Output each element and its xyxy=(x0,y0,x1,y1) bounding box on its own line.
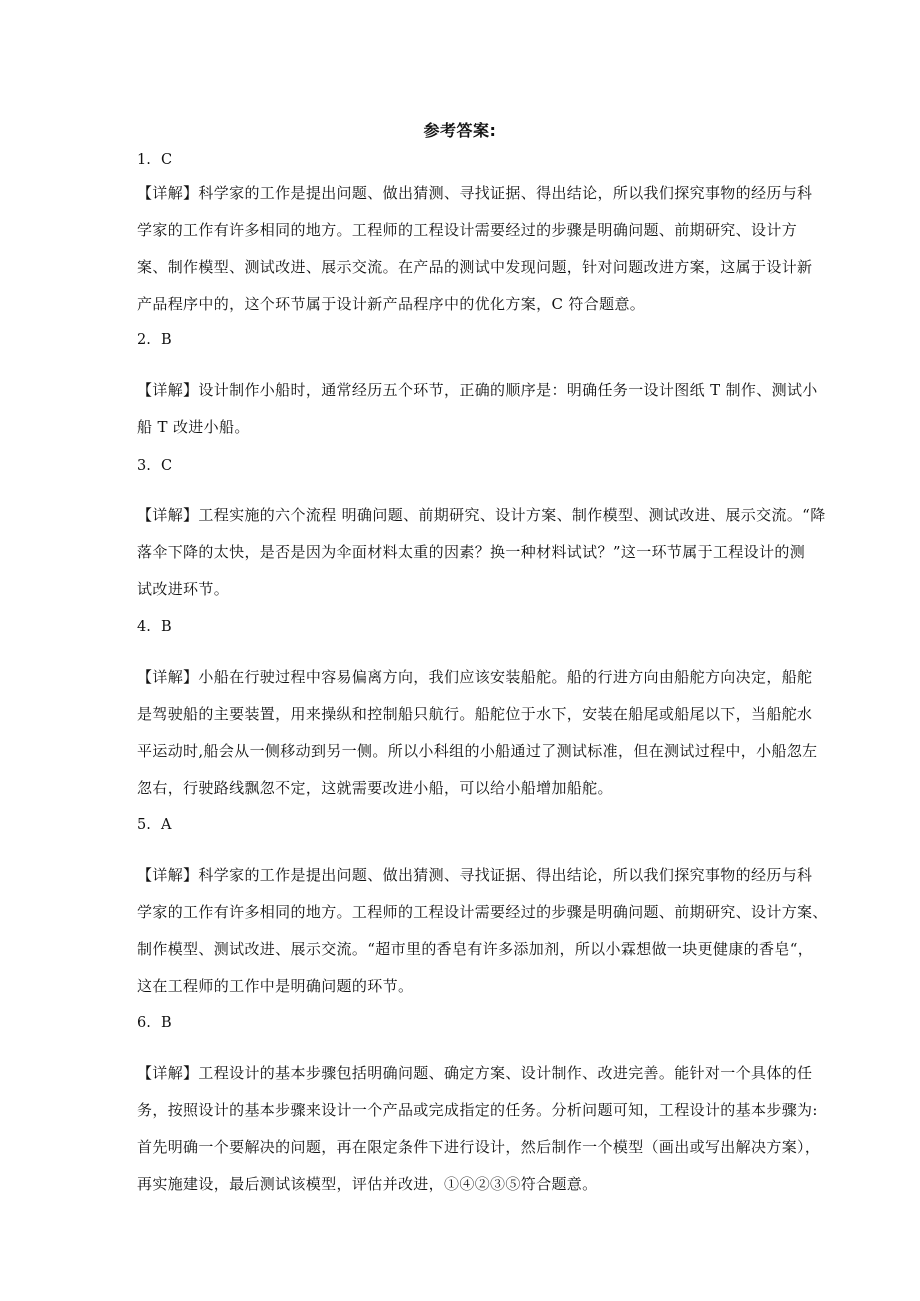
answer-4-explanation-line: 平运动时,船会从一侧移动到另一侧。所以小科组的小船通过了测试标准，但在测试过程中，小船忽左 xyxy=(137,742,818,760)
answer-1-explanation-line: 学家的工作有许多相同的地方。工程师的工程设计需要经过的步骤是明确问题、前期研究、设计方 xyxy=(137,221,798,239)
answer-2-explanation-line: 船 T 改进小船。 xyxy=(137,418,250,436)
answer-4-explanation-line: 是驾驶船的主要装置，用来操纵和控制船只航行。船舵位于水下，安装在船尾或船尾以下，当船舵水 xyxy=(137,705,813,723)
answer-5-explanation-line: 制作模型、测试改进、展示交流。“超市里的香皂有许多添加剂，所以小霖想做一块更健康的香皂“， xyxy=(137,940,814,958)
answer-1-explanation-line: 案、制作模型、测试改进、展示交流。在产品的测试中发现问题，针对问题改进方案，这属于设计新 xyxy=(137,258,813,276)
answer-2-explanation-line: 【详解】设计制作小船时，通常经历五个环节，正确的顺序是：明确任务一设计图纸 T 制作、测试小 xyxy=(137,381,818,399)
answer-5-explanation-line: 学家的工作有许多相同的地方。工程师的工程设计需要经过的步骤是明确问题、前期研究、设计方案、 xyxy=(137,903,828,921)
answer-number: 4. xyxy=(137,619,151,635)
answer-3-header xyxy=(137,456,172,476)
answer-3-explanation-line: 落伞下降的太快，是否是因为伞面材料太重的因素？换一种材料试试？”这一环节属于工程设计的测 xyxy=(137,543,806,561)
page-title: 参考答案: xyxy=(423,121,497,140)
answer-number: 3. xyxy=(137,458,151,474)
answer-1-explanation-line: 产品程序中的，这个环节属于设计新产品程序中的优化方案，C 符合题意。 xyxy=(137,295,646,313)
answer-1-header xyxy=(137,150,172,170)
answer-3-explanation-line: 试改进环节。 xyxy=(137,580,230,598)
answer-6-explanation-line: 务，按照设计的基本步骤来设计一个产品或完成指定的任务。分析问题可知，工程设计的基本步骤为: xyxy=(137,1101,818,1119)
answer-5-explanation-line: 【详解】科学家的工作是提出问题、做出猜测、寻找证据、得出结论，所以我们探究事物的经历与科 xyxy=(137,866,813,884)
answer-number: 2. xyxy=(137,332,151,348)
answer-choice: B xyxy=(161,332,172,348)
answer-4-header xyxy=(137,617,172,637)
answer-3-explanation-line: 【详解】工程实施的六个流程 明确问题、前期研究、设计方案、制作模型、测试改进、展示交流。“降 xyxy=(137,506,826,524)
answer-number: 1. xyxy=(137,152,151,168)
answer-6-header xyxy=(137,1013,172,1033)
answer-1-explanation-line: 【详解】科学家的工作是提出问题、做出猜测、寻找证据、得出结论，所以我们探究事物的经历与科 xyxy=(137,184,813,202)
answer-5-header xyxy=(137,815,171,835)
answer-number: 6. xyxy=(137,1015,151,1031)
answer-4-explanation-line: 【详解】小船在行驶过程中容易偏离方向，我们应该安装船舵。船的行进方向由船舵方向决定，船舵 xyxy=(137,668,813,686)
answer-2-header xyxy=(137,330,172,350)
answer-6-explanation-line: 再实施建设，最后测试该模型，评估并改进，①④②③⑤符合题意。 xyxy=(137,1175,598,1193)
answer-choice: C xyxy=(161,152,173,168)
answer-choice: C xyxy=(161,458,173,474)
answer-choice: A xyxy=(161,817,172,833)
answer-5-explanation-line: 这在工程师的工作中是明确问题的环节。 xyxy=(137,977,414,995)
answer-choice: B xyxy=(161,1015,172,1031)
answer-choice: B xyxy=(161,619,172,635)
answer-4-explanation-line: 忽右，行驶路线飘忽不定，这就需要改进小船，可以给小船增加船舵。 xyxy=(137,779,613,797)
answer-6-explanation-line: 首先明确一个要解决的问题，再在限定条件下进行设计，然后制作一个模型（画出或写出解决方案）， xyxy=(137,1138,821,1156)
answer-number: 5. xyxy=(137,817,151,833)
answer-6-explanation-line: 【详解】工程设计的基本步骤包括明确问题、确定方案、设计制作、改进完善。能针对一个具体的任 xyxy=(137,1064,813,1082)
